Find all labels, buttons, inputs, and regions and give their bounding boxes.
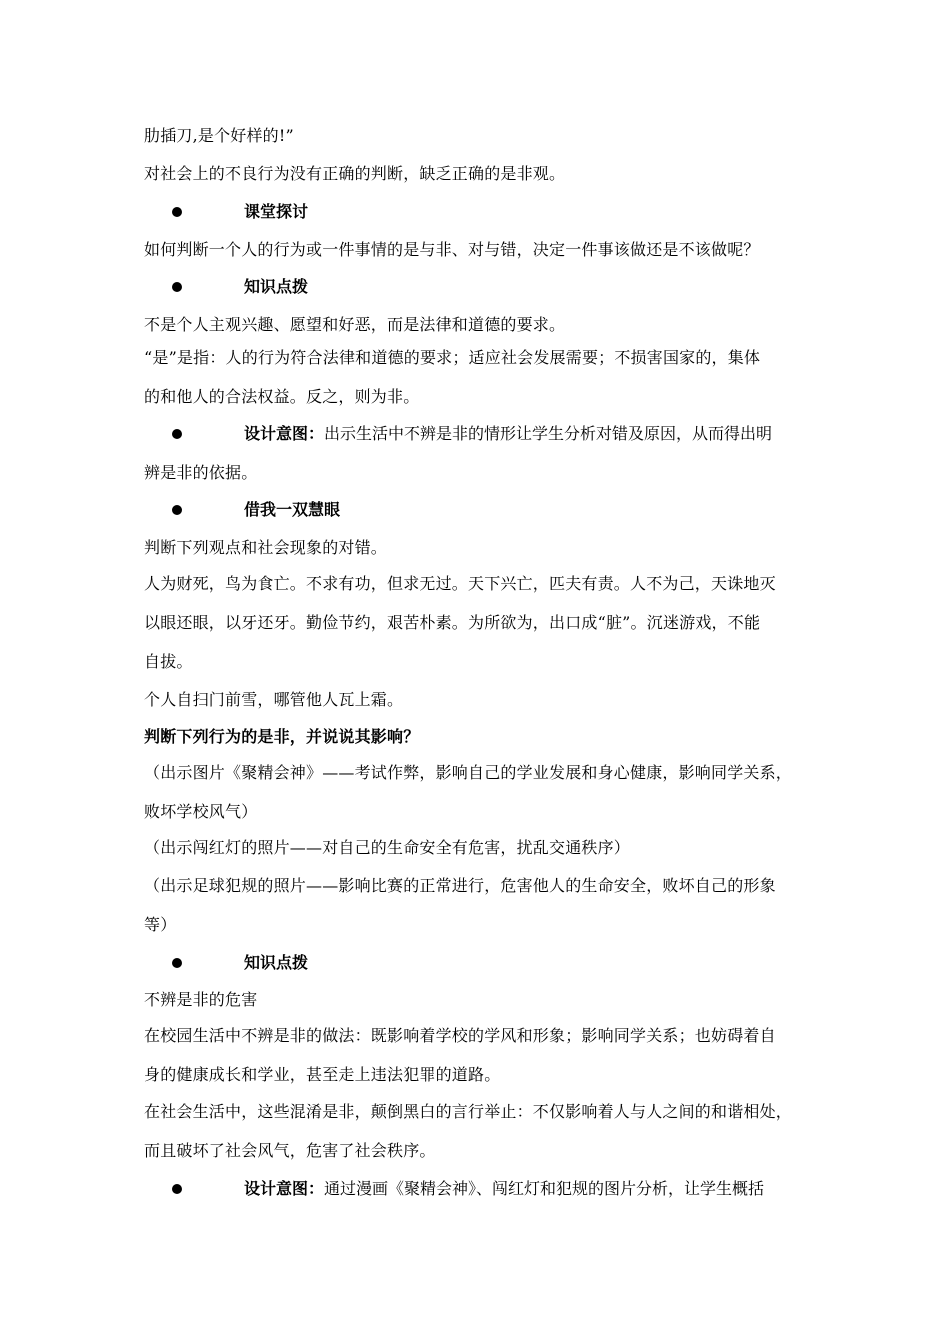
text-line: 在社会生活中，这些混淆是非，颠倒黑白的言行举止：不仅影响着人与人之间的和谐相处， [144,1102,793,1121]
bullet-heading: 知识点拨 [244,277,309,296]
bullet-dot-icon [172,958,182,968]
bullet-heading: 课堂探讨 [244,202,309,221]
text-line: （出示闯红灯的照片——对自己的生命安全有危害，扰乱交通秩序） [144,838,631,857]
text-line: 败坏学校风气） [144,802,258,821]
text-line: 如何判断一个人的行为或一件事情的是与非、对与错，决定一件事该做还是不该做呢？ [144,240,760,259]
bullet-text: 通过漫画《聚精会神》、闯红灯和犯规的图片分析，让学生概括 [324,1179,765,1198]
bullet-text: 出示生活中不辨是非的情形让学生分析对错及原因，从而得出明 [324,424,773,443]
text-line: 对社会上的不良行为没有正确的判断，缺乏正确的是非观。 [144,164,566,183]
bullet-dot-icon [172,282,182,292]
text-line: 辨是非的依据。 [144,463,258,482]
text-line: 个人自扫门前雪，哪管他人瓦上霜。 [144,690,404,709]
bullet-dot-icon [172,505,182,515]
text-line: “是”是指：人的行为符合法律和道德的要求；适应社会发展需要；不损害国家的，集体 [144,348,761,367]
text-line: 等） [144,915,177,934]
text-line: 以眼还眼，以牙还牙。勤俭节约，艰苦朴素。为所欲为，出口成“脏”。沉迷游戏，不能 [144,613,761,632]
text-line: 而且破坏了社会风气，危害了社会秩序。 [144,1141,436,1160]
section-heading: 判断下列行为的是非，并说说其影响？ [144,727,420,746]
text-line: 人为财死，鸟为食亡。不求有功，但求无过。天下兴亡，匹夫有责。人不为己，天诛地灭 [144,574,776,593]
bullet-heading: 知识点拨 [244,953,309,972]
text-line: 的和他人的合法权益。反之，则为非。 [144,387,420,406]
bullet-dot-icon [172,429,182,439]
bullet-heading: 设计意图： [244,1179,325,1198]
bullet-dot-icon [172,207,182,217]
text-line: 在校园生活中不辨是非的做法：既影响着学校的学风和形象；影响同学关系；也妨碍着自 [144,1026,776,1045]
text-line: （出示足球犯规的照片——影响比赛的正常进行，危害他人的生命安全，败坏自己的形象 [144,876,776,895]
bullet-heading: 借我一双慧眼 [244,500,341,519]
text-line: 自拔。 [144,652,193,671]
text-line: 不辨是非的危害 [144,990,258,1009]
bullet-dot-icon [172,1184,182,1194]
text-line: （出示图片《聚精会神》——考试作弊，影响自己的学业发展和身心健康，影响同学关系， [144,763,793,782]
text-line: 身的健康成长和学业，甚至走上违法犯罪的道路。 [144,1065,501,1084]
text-line: 判断下列观点和社会现象的对错。 [144,538,388,557]
text-line: 不是个人主观兴趣、愿望和好恶，而是法律和道德的要求。 [144,315,566,334]
bullet-heading: 设计意图： [244,424,325,443]
text-line: 肋插刀,是个好样的!” [144,126,294,145]
